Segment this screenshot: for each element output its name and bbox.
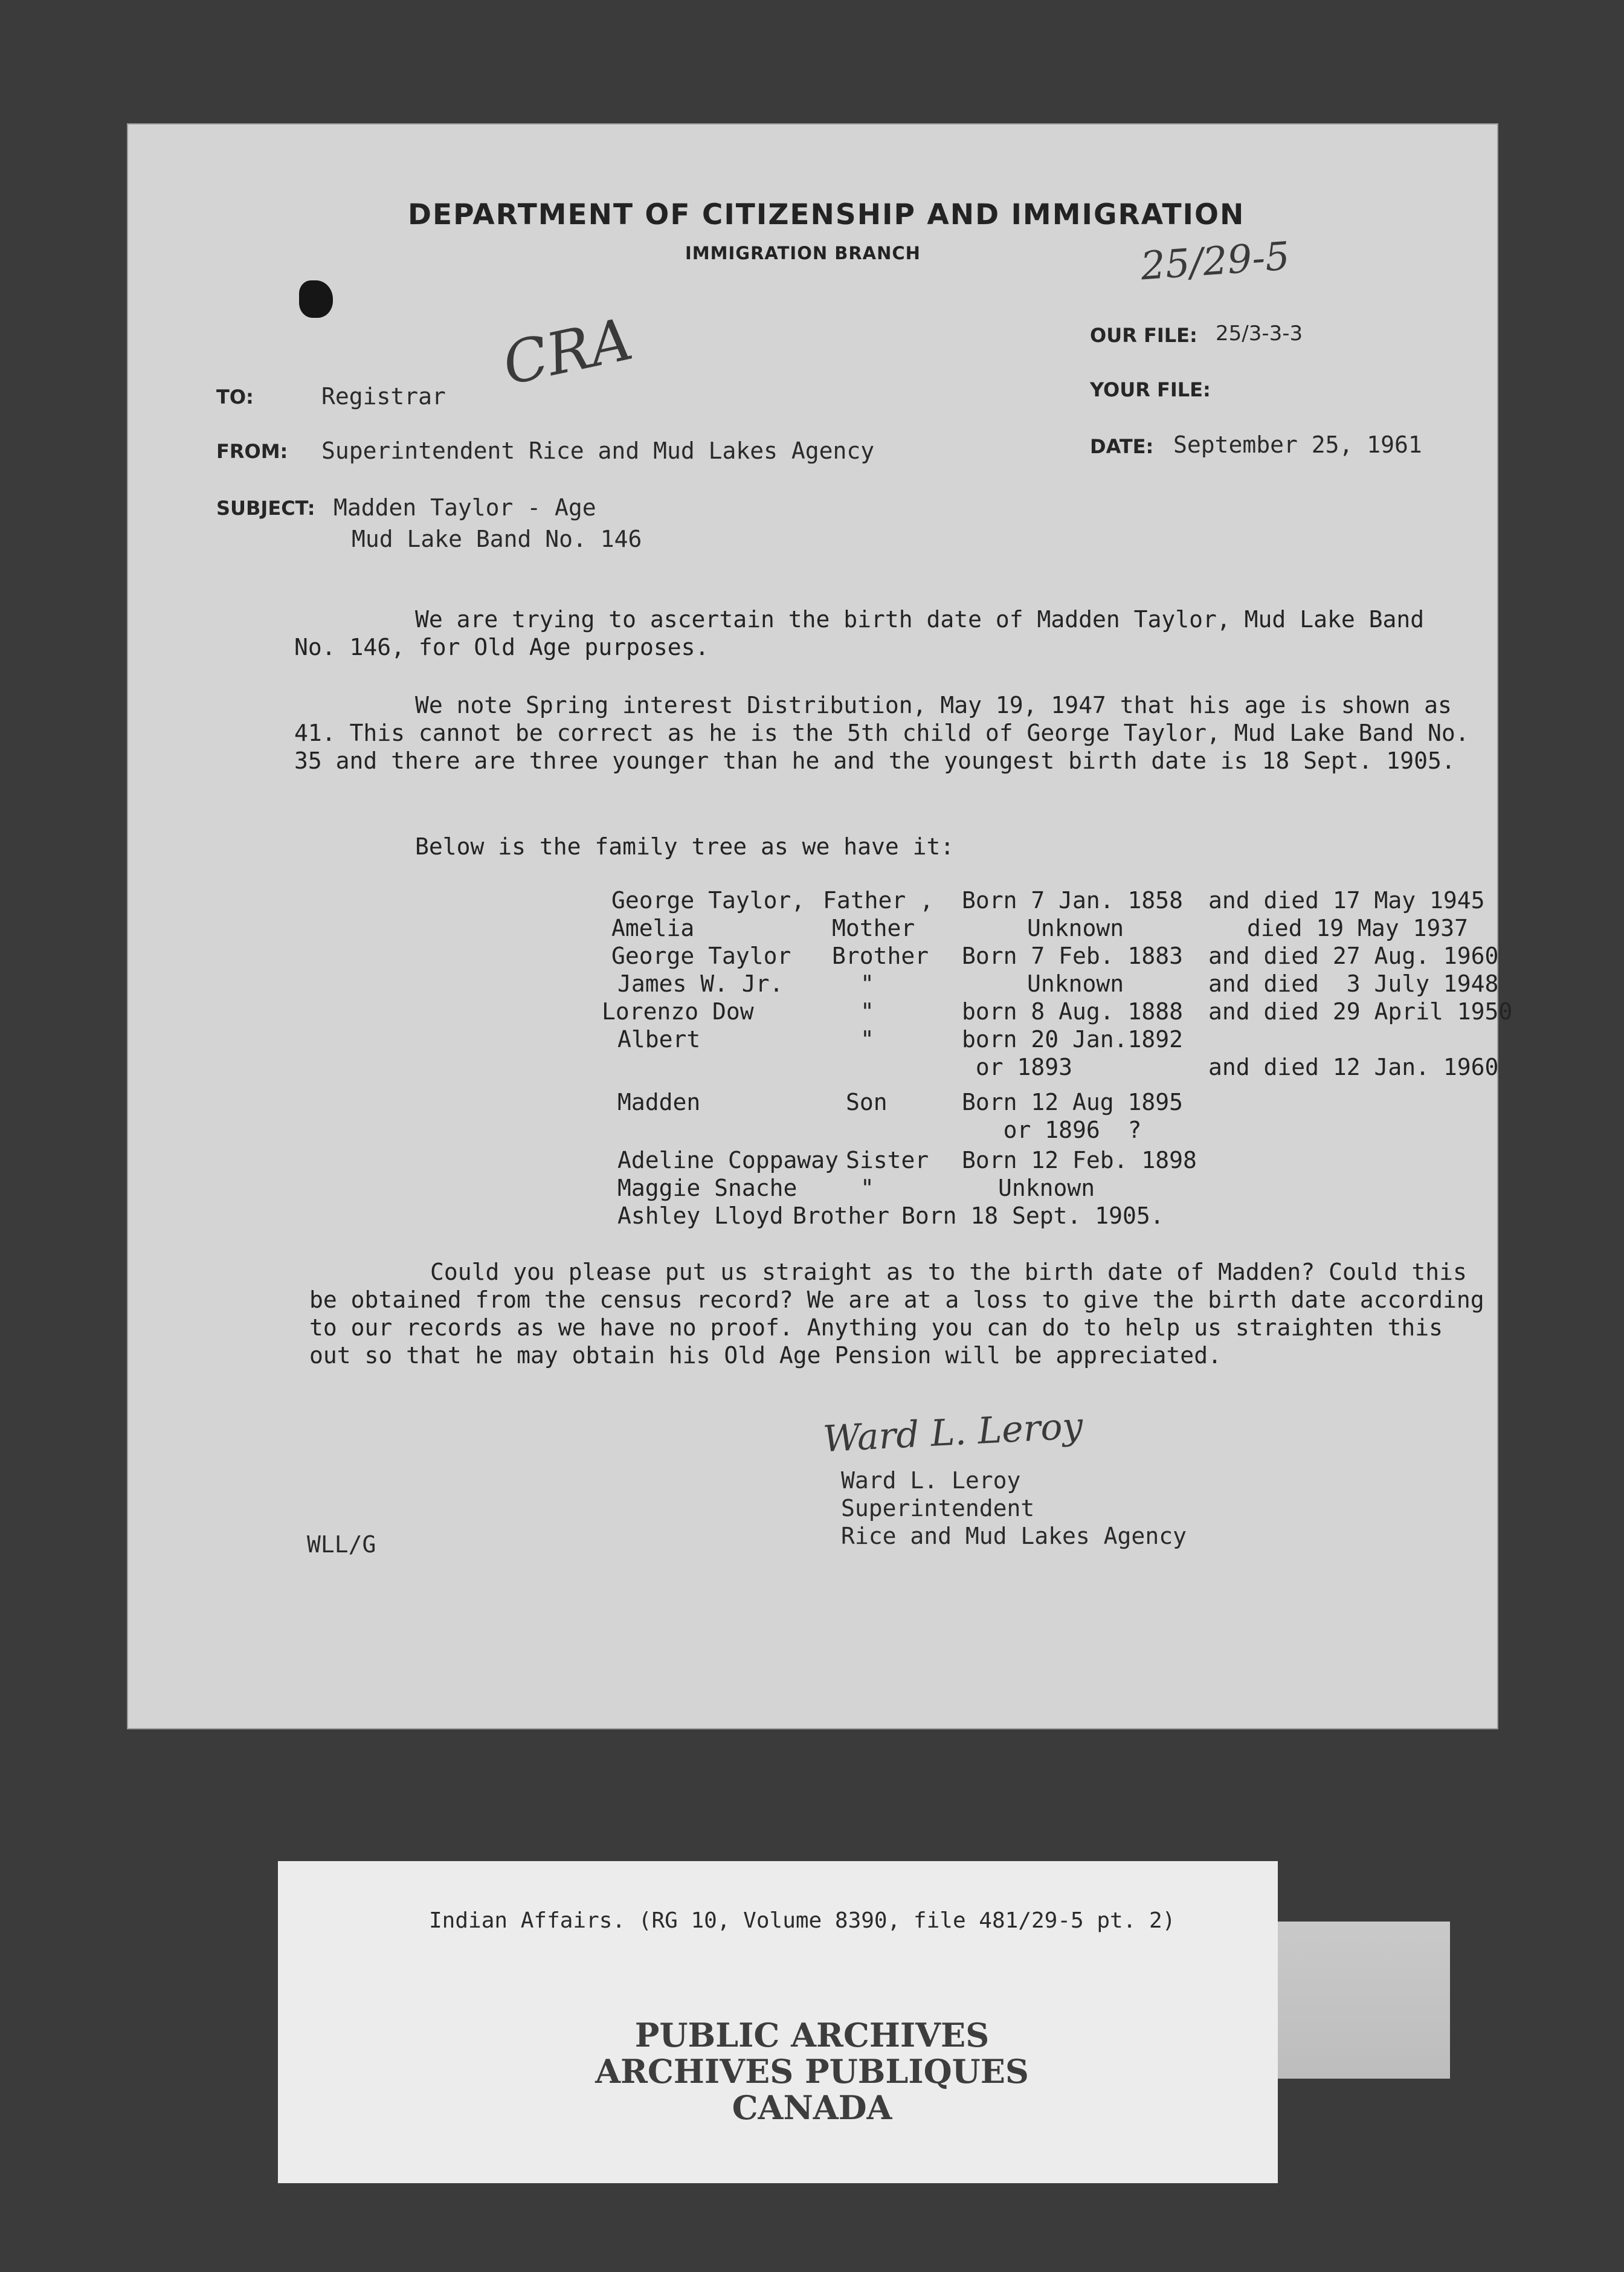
tree-birth: Born 7 Jan. 1858 [962, 887, 1184, 914]
to-label: TO: [216, 386, 254, 408]
from-value: Superintendent Rice and Mud Lakes Agency [321, 437, 875, 464]
archive-stamp [0, 2017, 1624, 2126]
tree-name: Lorenzo Dow [602, 998, 754, 1025]
tree-name: George Taylor [611, 943, 791, 969]
tree-death: and died 17 May 1945 [1208, 887, 1485, 914]
stamp-line-2: ARCHIVES PUBLIQUES [595, 2052, 1029, 2091]
tree-name: Adeline Coppaway [617, 1147, 839, 1173]
family-tree-row [611, 1026, 1457, 1054]
handwritten-file-number: 25/29-5 [1139, 234, 1292, 289]
letter-page [128, 124, 1513, 1728]
tree-relation: " [860, 998, 874, 1025]
paragraph-2-text: We note Spring interest Distribution, May 19, 1947 that his age is shown as 41. This cannot be correct as he is the 5th child of George Taylor, Mud Lake Band No. 35 and there are three younger than he and the youngest birth date is 18 Sept. 1905. [294, 692, 1469, 774]
tree-relation: Father , [823, 887, 934, 914]
tree-relation: Brother [832, 943, 929, 969]
branch-heading: IMMIGRATION BRANCH [685, 243, 921, 263]
subject-line-1: Madden Taylor - Age [334, 494, 596, 521]
tree-birth: Born 12 Feb. 1898 [962, 1147, 1197, 1173]
tree-death: and died 29 April 1950 [1208, 998, 1513, 1025]
tree-relation: " [860, 1026, 874, 1053]
tree-name: Ashley Lloyd [617, 1202, 784, 1229]
tree-name: Madden [617, 1089, 701, 1115]
signature: Ward L. Leroy [822, 1404, 1084, 1461]
paragraph-2 [294, 691, 1478, 775]
signature-agency: Rice and Mud Lakes Agency [841, 1523, 1187, 1549]
your-file-label: YOUR FILE: [1090, 378, 1211, 401]
stamp-line-3: CANADA [732, 2088, 892, 2127]
tree-birth: Unknown [998, 1175, 1095, 1201]
family-tree-row [611, 1054, 1499, 1082]
our-file-value: 25/3-3-3 [1216, 321, 1303, 346]
paragraph-1 [294, 605, 1478, 661]
family-tree-row [611, 915, 1469, 943]
to-value: Registrar [321, 383, 446, 410]
tree-birth: Unknown [1027, 970, 1124, 997]
tree-birth: Unknown [1027, 915, 1124, 941]
tree-birth: Born 7 Feb. 1883 [962, 943, 1184, 969]
tree-name: Albert [617, 1026, 701, 1053]
family-tree-row [611, 970, 1499, 998]
family-tree-row [611, 943, 1499, 970]
paragraph-4 [309, 1258, 1494, 1369]
family-tree-row [611, 1175, 1457, 1202]
tree-birth: Born 12 Aug 1895 [962, 1089, 1184, 1115]
tree-name: Amelia [611, 915, 695, 941]
tree-name: George Taylor, [611, 887, 805, 914]
date-value: September 25, 1961 [1173, 431, 1422, 458]
signature-title: Superintendent [841, 1495, 1035, 1522]
family-tree-row [602, 998, 1513, 1026]
tree-relation: " [860, 1175, 874, 1201]
family-tree-row [611, 887, 1485, 915]
tree-birth: Born 18 Sept. 1905. [901, 1202, 1164, 1229]
ink-blot [299, 280, 333, 318]
tree-death: and died 27 Aug. 1960 [1208, 943, 1499, 969]
tree-birth: born 8 Aug. 1888 [962, 998, 1184, 1025]
tree-name: James W. Jr. [617, 970, 784, 997]
tree-death: and died 3 July 1948 [1208, 970, 1499, 997]
our-file-label: OUR FILE: [1090, 324, 1197, 347]
stamp-line-1: PUBLIC ARCHIVES [634, 2016, 990, 2054]
signature-name: Ward L. Leroy [841, 1467, 1021, 1494]
date-label: DATE: [1090, 435, 1154, 458]
tree-birth: born 20 Jan.1892 [962, 1026, 1184, 1053]
paragraph-3-text: Below is the family tree as we have it: [415, 833, 955, 860]
tree-relation: " [860, 970, 874, 997]
handwritten-initials: CRA [497, 305, 639, 399]
reference-initials: WLL/G [307, 1531, 376, 1558]
subject-line-2: Mud Lake Band No. 146 [352, 526, 642, 552]
tree-relation: Brother [793, 1202, 890, 1229]
family-tree-row [611, 1147, 1457, 1175]
tree-relation: Son [846, 1089, 888, 1115]
subject-label: SUBJECT: [216, 497, 315, 520]
archive-citation: Indian Affairs. (RG 10, Volume 8390, file 481/29-5 pt. 2) [429, 1908, 1176, 1933]
tree-birth: or 1896 ? [962, 1117, 1142, 1143]
tree-relation: Sister [846, 1147, 929, 1173]
tree-relation: Mother [832, 915, 915, 941]
tree-name: Maggie Snache [617, 1175, 798, 1201]
tree-death: died 19 May 1937 [1247, 915, 1469, 941]
family-tree-row [611, 1089, 1457, 1117]
department-heading: DEPARTMENT OF CITIZENSHIP AND IMMIGRATION [408, 198, 1245, 231]
tree-birth: or 1893 [962, 1054, 1073, 1080]
paragraph-3 [294, 833, 1478, 860]
family-tree-row [611, 1117, 1457, 1144]
from-label: FROM: [216, 440, 288, 463]
paragraph-1-text: We are trying to ascertain the birth date of Madden Taylor, Mud Lake Band No. 146, for Old Age purposes. [294, 606, 1425, 660]
tree-death: and died 12 Jan. 1960 [1208, 1054, 1499, 1080]
family-tree-row [611, 1202, 1457, 1230]
paragraph-4-text: Could you please put us straight as to the birth date of Madden? Could this be obtained from the census record? We are at a loss to give the birth date according to our records as we have no proof. Anything you can do to help us straighten this out so that he may obtain his Old Age Pension will be appreciated. [309, 1259, 1484, 1369]
